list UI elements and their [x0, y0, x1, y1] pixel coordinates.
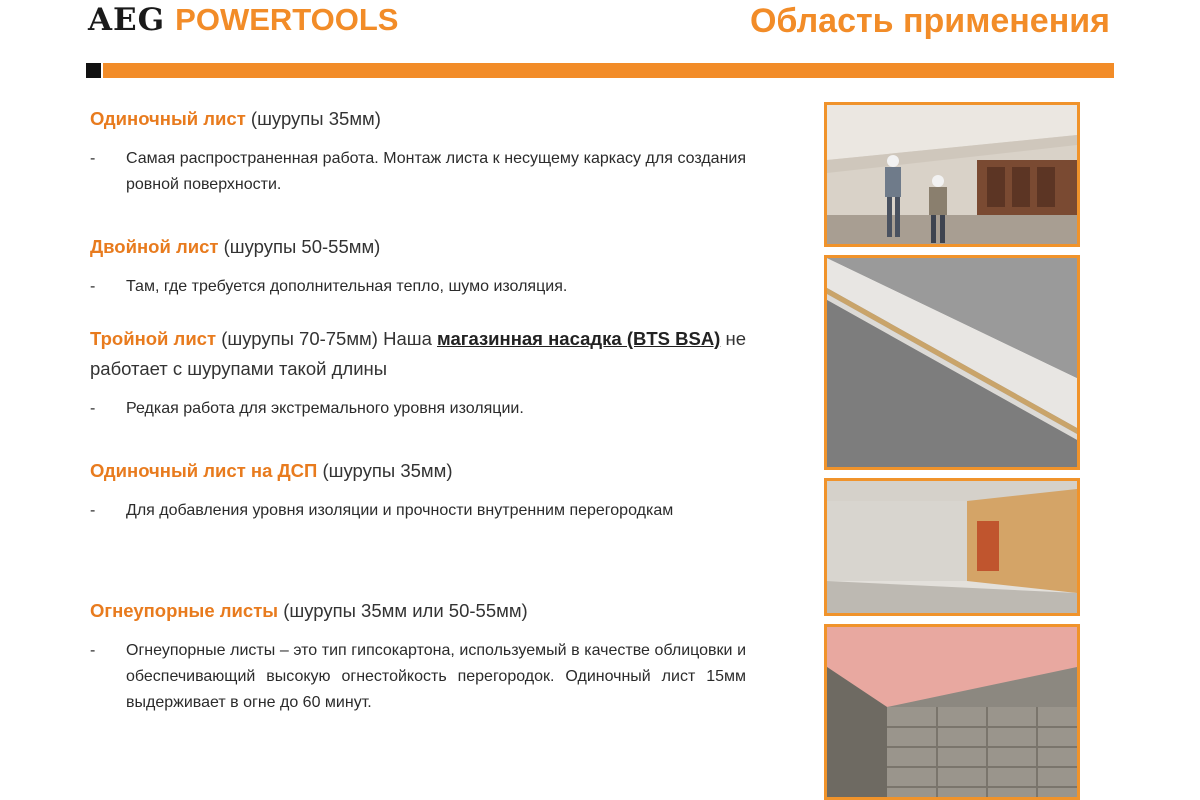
section-single-sheet: [90, 104, 746, 198]
brand-logo: [88, 2, 398, 42]
section-heading-rest: (шурупы 35мм): [317, 460, 453, 481]
section-heading-rest: (шурупы 50-55мм): [218, 236, 381, 257]
photo-drywall-sheets: [824, 255, 1080, 470]
header-rule-bar: [103, 63, 1114, 78]
bullet-text: Там, где требуется дополнительная тепло, шумо изоляция.: [126, 278, 568, 295]
bullet-dash: -: [90, 400, 96, 417]
section-heading-rest: (шурупы 35мм или 50-55мм): [278, 600, 528, 621]
brand-aeg-text: AEG: [88, 2, 166, 38]
bullet-dash: -: [90, 278, 96, 295]
section-heading-rest: (шурупы 35мм): [245, 108, 381, 129]
section-heading: [90, 456, 746, 486]
photo-chipboard-room: [824, 478, 1080, 616]
bullet-text: Огнеупорные листы – это тип гипсокартона, используемый в качестве облицовки и обеспечивающий высокую огнестойкость перегородок. Одиночный лист 15мм выдерживает в огне до 60 минут.: [126, 642, 746, 711]
bullet-item: [90, 498, 746, 524]
photo-ceiling-installation: [824, 102, 1080, 247]
page-title: Область применения: [749, 2, 1110, 40]
brand-powertools-text: POWERTOOLS: [175, 2, 399, 37]
bullet-item: [90, 638, 746, 716]
section-heading: [90, 324, 746, 384]
header-rule-square: [86, 63, 101, 78]
bullet-text: Редкая работа для экстремального уровня изоляции.: [126, 400, 524, 417]
bullet-text: Для добавления уровня изоляции и прочности внутренним перегородкам: [126, 502, 674, 519]
section-heading-rest: (шурупы 70-75мм) Наша: [216, 328, 438, 349]
section-heading-highlight: Одиночный лист: [90, 108, 246, 129]
section-heading: [90, 104, 746, 134]
bullet-text: Самая распространенная работа. Монтаж листа к несущему каркасу для создания ровной поверхности.: [126, 150, 746, 193]
section-heading-highlight: Двойной лист: [90, 236, 219, 257]
section-heading-highlight: Огнеупорные листы: [90, 600, 279, 621]
photo-fireproof-ceiling: [824, 624, 1080, 800]
section-heading-highlight: Одиночный лист на ДСП: [90, 460, 318, 481]
bullet-item: [90, 396, 746, 422]
bts-bsa-link[interactable]: магазинная насадка (BTS BSA): [437, 328, 721, 349]
section-double-sheet: [90, 232, 746, 300]
section-heading-rest2: не работает с шурупами такой длины: [90, 328, 746, 379]
bullet-item: [90, 274, 746, 300]
bullet-dash: -: [90, 150, 96, 167]
section-triple-sheet: [90, 324, 746, 422]
bullet-dash: -: [90, 642, 96, 659]
section-fireproof-sheets: [90, 596, 746, 716]
section-single-sheet-chipboard: [90, 456, 746, 524]
bullet-item: [90, 146, 746, 198]
section-heading: [90, 596, 746, 626]
section-heading: [90, 232, 746, 262]
section-heading-highlight: Тройной лист: [90, 328, 217, 349]
bullet-dash: -: [90, 502, 96, 519]
